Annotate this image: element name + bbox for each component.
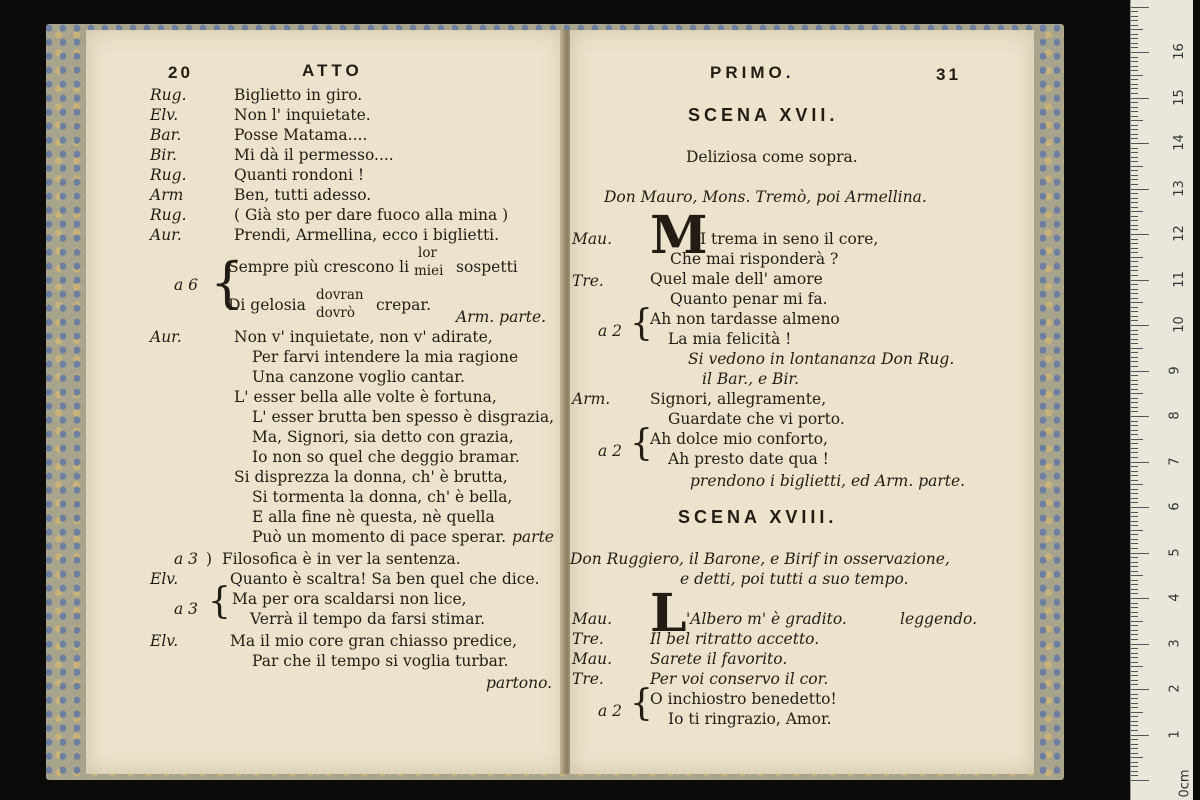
aria-line: E alla fine nè questa, nè quella: [252, 508, 495, 526]
ruler-tick: [1131, 525, 1138, 526]
ruler-tick: [1131, 448, 1138, 449]
scene-title: SCENA XVII.: [688, 105, 839, 125]
ruler-unit: 0cm: [1177, 769, 1193, 798]
ruler-tick: [1131, 530, 1143, 531]
aria-line: Ma, Signori, sia detto con grazia,: [252, 428, 514, 446]
ruler-tick: [1131, 475, 1138, 476]
ruler-tick: [1131, 466, 1138, 467]
speaker-label: Bar.: [150, 126, 182, 144]
ruler-tick: [1131, 771, 1138, 772]
ruler-number: 7: [1167, 456, 1183, 466]
dialogue-line: Quanti rondoni !: [234, 166, 365, 184]
ruler-tick: [1131, 725, 1138, 726]
ruler-tick: [1131, 266, 1138, 267]
ruler-tick: [1131, 252, 1138, 253]
ruler-number: 6: [1167, 502, 1183, 511]
running-head-left: ATTO: [302, 61, 363, 80]
ruler-tick: [1131, 698, 1138, 699]
brace-icon: {: [630, 423, 653, 464]
ruler-tick: [1131, 348, 1143, 349]
ruler-tick: [1131, 125, 1138, 126]
ruler-tick: [1131, 380, 1138, 381]
ruler-tick: [1131, 339, 1138, 340]
ruler-tick: [1131, 648, 1138, 649]
ruler-tick: [1131, 411, 1138, 412]
ruler-tick: [1131, 120, 1143, 121]
ruler-number: 9: [1167, 365, 1183, 375]
dialogue-line: Quanto penar mi fa.: [670, 290, 828, 308]
stage-direction: Si vedono in lontananza Don Rug.: [688, 350, 955, 368]
ensemble-line: O inchiostro benedetto!: [650, 690, 837, 708]
ruler-tick: [1131, 630, 1138, 631]
ruler-tick: [1131, 534, 1138, 535]
speaker-label: Tre.: [572, 272, 604, 290]
speaker-label: Aur.: [150, 226, 182, 244]
ruler-tick: [1131, 384, 1138, 385]
ruler-tick: [1131, 748, 1138, 749]
scene-characters: e detti, poi tutti a suo tempo.: [680, 570, 909, 588]
scene-characters: Don Ruggiero, il Barone, e Birif in osservazione,: [570, 550, 950, 568]
ruler-tick: [1131, 366, 1138, 367]
aria-line: Una canzone voglio cantar.: [252, 368, 465, 386]
scene-setting: Deliziosa come sopra.: [686, 148, 858, 166]
ruler-tick: [1131, 653, 1138, 654]
ruler-tick: [1131, 29, 1143, 30]
ruler-tick: [1131, 430, 1138, 431]
ruler-tick: [1131, 79, 1138, 80]
speaker-label: Aur.: [150, 328, 182, 346]
ruler-tick: [1131, 293, 1138, 294]
stage-direction: parte: [512, 528, 554, 546]
ruler-tick: [1131, 138, 1138, 139]
ruler-tick: [1131, 302, 1143, 303]
ruler-tick: [1131, 703, 1138, 704]
ruler-tick: [1131, 735, 1149, 736]
ruler-tick: [1131, 512, 1138, 513]
ruler-tick: [1131, 644, 1149, 645]
ruler-tick: [1131, 753, 1138, 754]
ensemble-line: Ah dolce mio conforto,: [650, 430, 828, 448]
ruler-tick: [1131, 548, 1138, 549]
ruler-tick: [1131, 489, 1138, 490]
ruler-tick: [1131, 47, 1138, 48]
speaker-label: Rug.: [150, 166, 187, 184]
ruler-tick: [1131, 211, 1143, 212]
aria-line: Si tormenta la donna, ch' è bella,: [252, 488, 513, 506]
ruler-tick: [1131, 612, 1138, 613]
ruler-tick: [1131, 730, 1138, 731]
ruler-tick: [1131, 307, 1138, 308]
brace-icon: {: [208, 581, 231, 622]
ensemble-line: Io ti ringrazio, Amor.: [668, 710, 832, 728]
drop-cap: M: [650, 205, 708, 266]
ruler-tick: [1131, 507, 1149, 508]
ruler-tick: [1131, 566, 1138, 567]
a6-line2-post: crepar.: [376, 296, 432, 314]
ruler-tick: [1131, 202, 1138, 203]
scene-title: SCENA XVIII.: [678, 507, 838, 527]
dialogue-line: 'Albero m' è gradito.: [686, 610, 847, 628]
dialogue-line: Prendi, Armellina, ecco i biglietti.: [234, 226, 500, 244]
a6-line1-top: lor: [418, 245, 437, 261]
right-page: [570, 30, 1034, 774]
ruler-tick: [1131, 616, 1138, 617]
ruler-tick: [1131, 11, 1138, 12]
ruler-tick: [1131, 152, 1138, 153]
ruler-tick: [1131, 375, 1138, 376]
ruler-tick: [1131, 198, 1138, 199]
aria-line: Non v' inquietate, non v' adirate,: [234, 328, 493, 346]
left-page: [86, 30, 564, 774]
ruler-tick: [1131, 25, 1138, 26]
ruler-tick: [1131, 502, 1138, 503]
ruler-tick: [1131, 16, 1138, 17]
ruler-tick: [1131, 739, 1138, 740]
ruler-tick: [1131, 84, 1138, 85]
a6-line1-pre: Sempre più crescono li: [228, 258, 410, 276]
ruler-number: 16: [1171, 43, 1187, 60]
ruler-tick: [1131, 261, 1138, 262]
ruler-number: 11: [1171, 270, 1187, 288]
ruler-tick: [1131, 61, 1138, 62]
dialogue-line: Non l' inquietate.: [234, 106, 371, 124]
ruler-tick: [1131, 553, 1149, 554]
ruler-tick: [1131, 193, 1138, 194]
aria-line: Per farvi intendere la mia ragione: [252, 348, 519, 366]
dialogue-line: Mi dà il permesso....: [234, 146, 394, 164]
ruler-tick: [1131, 707, 1138, 708]
ruler-tick: [1131, 539, 1138, 540]
ruler-tick: [1131, 343, 1138, 344]
ruler-tick: [1131, 220, 1138, 221]
ruler-tick: [1131, 416, 1149, 417]
ruler-number: 10: [1171, 316, 1187, 333]
brace-icon: {: [630, 683, 653, 724]
ruler-tick: [1131, 75, 1143, 76]
ensemble-label-a6: a 6: [174, 276, 199, 294]
speaker-label: Tre.: [572, 630, 604, 648]
page-number-left: 20: [168, 63, 193, 82]
ruler-tick: [1131, 689, 1149, 690]
ruler-tick: [1131, 744, 1138, 745]
ruler-number: 15: [1171, 88, 1187, 106]
ruler-tick: [1131, 684, 1138, 685]
ruler-tick: [1131, 234, 1149, 235]
ruler-tick: [1131, 439, 1143, 440]
aria-line: Può un momento di pace sperar.: [252, 528, 507, 546]
stage-direction: partono.: [486, 674, 553, 692]
a6-line1-bottom: miei: [414, 263, 444, 279]
ruler-tick: [1131, 593, 1138, 594]
ruler-tick: [1131, 239, 1138, 240]
ruler-tick: [1131, 20, 1138, 21]
speaker-label: Elv.: [150, 106, 179, 124]
ruler-tick: [1131, 357, 1138, 358]
ruler-tick: [1131, 421, 1138, 422]
ruler-tick: [1131, 157, 1138, 158]
ensemble-line: Filosofica è in ver la sentenza.: [222, 550, 461, 568]
speaker-label: Arm: [150, 186, 184, 204]
ensemble-line: Ma per ora scaldarsi non lice,: [232, 590, 467, 608]
ruler-tick: [1131, 7, 1149, 8]
ruler-tick: [1131, 225, 1138, 226]
dialogue-line: Ma il mio core gran chiasso predice,: [230, 632, 517, 650]
ruler-tick: [1131, 207, 1138, 208]
ruler-tick: [1131, 598, 1149, 599]
ruler-tick: [1131, 484, 1143, 485]
dialogue-line: Per voi conservo il cor.: [650, 670, 829, 688]
ruler-tick: [1131, 66, 1138, 67]
ruler-tick: [1131, 334, 1138, 335]
ruler-tick: [1131, 316, 1138, 317]
ruler-tick: [1131, 621, 1143, 622]
ruler-tick: [1131, 521, 1138, 522]
ruler-tick: [1131, 625, 1138, 626]
ruler-tick: [1131, 462, 1149, 463]
ruler-tick: [1131, 571, 1138, 572]
brace-icon: {: [210, 251, 245, 314]
ruler-tick: [1131, 107, 1138, 108]
aria-line: Si disprezza la donna, ch' è brutta,: [234, 468, 508, 486]
dialogue-line: Che mai risponderà ?: [670, 250, 839, 268]
ruler-tick: [1131, 352, 1138, 353]
aria-line: L' esser brutta ben spesso è disgrazia,: [252, 408, 555, 426]
ruler-tick: [1131, 175, 1138, 176]
dialogue-line: ( Già sto per dare fuoco alla mina ): [234, 206, 509, 224]
ruler-tick: [1131, 634, 1138, 635]
ruler-number: 12: [1171, 225, 1187, 242]
ruler-tick: [1131, 762, 1138, 763]
ruler-tick: [1131, 675, 1138, 676]
ruler-number: 14: [1171, 134, 1187, 151]
ruler-tick: [1131, 639, 1138, 640]
ruler-tick: [1131, 229, 1138, 230]
dialogue-line: I trema in seno il core,: [700, 230, 879, 248]
speaker-label: Mau.: [572, 610, 613, 628]
a6-line2-top: dovran: [316, 287, 364, 303]
ruler-tick: [1131, 493, 1138, 494]
brace-icon: {: [630, 303, 653, 344]
ruler-tick: [1131, 93, 1138, 94]
ruler-tick: [1131, 716, 1138, 717]
speaker-label: Bir.: [150, 146, 177, 164]
ruler-tick: [1131, 371, 1149, 372]
ruler-tick: [1131, 480, 1138, 481]
ruler-tick: [1131, 70, 1138, 71]
ensemble-line: Ah non tardasse almeno: [650, 310, 840, 328]
a6-line1-post: sospetti: [456, 258, 518, 276]
ruler-number: 13: [1171, 179, 1187, 197]
ensemble-label-a2: a 2: [598, 322, 623, 340]
ruler-tick: [1131, 721, 1138, 722]
ruler-tick: [1131, 398, 1138, 399]
ensemble-label-a3: a 3: [174, 600, 199, 618]
ruler-tick: [1131, 325, 1149, 326]
ruler-tick: [1131, 407, 1138, 408]
ruler-tick: [1131, 607, 1138, 608]
dialogue-line: Biglietto in giro.: [234, 86, 363, 104]
ruler-tick: [1131, 248, 1138, 249]
ruler-tick: [1131, 457, 1138, 458]
ruler-tick: [1131, 543, 1138, 544]
ruler-tick: [1131, 143, 1149, 144]
ruler-tick: [1131, 434, 1138, 435]
ruler-tick: [1131, 275, 1138, 276]
speaker-label: Arm.: [572, 390, 611, 408]
ensemble-line: La mia felicità !: [668, 330, 792, 348]
ruler-tick: [1131, 311, 1138, 312]
ruler-tick: [1131, 657, 1138, 658]
ruler-number: 5: [1167, 547, 1183, 557]
ruler-tick: [1131, 170, 1138, 171]
ruler-tick: [1131, 775, 1138, 776]
stage-direction: leggendo.: [900, 610, 978, 628]
ruler-tick: [1131, 289, 1138, 290]
ruler-tick: [1131, 393, 1143, 394]
ruler-tick: [1131, 757, 1143, 758]
dialogue-line: Guardate che vi porto.: [668, 410, 845, 428]
ruler-tick: [1131, 575, 1143, 576]
ruler-tick: [1131, 43, 1138, 44]
dialogue-line: Par che il tempo si voglia turbar.: [252, 652, 509, 670]
ruler-tick: [1131, 257, 1143, 258]
ruler-tick: [1131, 116, 1138, 117]
dialogue-line: Sarete il favorito.: [650, 650, 788, 668]
ruler-tick: [1131, 148, 1138, 149]
ruler-tick: [1131, 671, 1138, 672]
ruler-tick: [1131, 52, 1149, 53]
ensemble-line: Ah presto date qua !: [668, 450, 829, 468]
ruler-tick: [1131, 179, 1138, 180]
ruler-tick: [1131, 243, 1138, 244]
dialogue-line: Ben, tutti adesso.: [234, 186, 372, 204]
ruler-tick: [1131, 402, 1138, 403]
ruler-tick: [1131, 516, 1138, 517]
ruler-tick: [1131, 584, 1138, 585]
ruler-tick: [1131, 216, 1138, 217]
ruler-tick: [1131, 666, 1143, 667]
ruler-tick: [1131, 603, 1138, 604]
dialogue-line: Quel male dell' amore: [650, 270, 823, 288]
ruler-tick: [1131, 389, 1138, 390]
speaker-label: Mau.: [572, 230, 613, 248]
ruler-tick: [1131, 471, 1138, 472]
speaker-label: Elv.: [150, 632, 179, 650]
running-head-right: PRIMO.: [710, 63, 795, 82]
ruler-tick: [1131, 284, 1138, 285]
ruler-tick: [1131, 425, 1138, 426]
ensemble-label-a2: a 2: [598, 442, 623, 460]
scene-characters: Don Mauro, Mons. Tremò, poi Armellina.: [604, 188, 927, 206]
speaker-label: Mau.: [572, 650, 613, 668]
ruler-tick: [1131, 589, 1138, 590]
ruler-tick: [1131, 102, 1138, 103]
ruler-tick: [1131, 280, 1149, 281]
aria-line: Io non so quel che deggio bramar.: [252, 448, 520, 466]
ruler-tick: [1131, 562, 1138, 563]
a6-line2-pre: Di gelosia: [228, 296, 306, 314]
ruler-number: 2: [1167, 684, 1183, 693]
ruler-tick: [1131, 580, 1138, 581]
speaker-label: Rug.: [150, 86, 187, 104]
a6-line2-bottom: dovrò: [316, 305, 355, 321]
dialogue-line: Signori, allegramente,: [650, 390, 827, 408]
ruler-tick: [1131, 34, 1138, 35]
ensemble-line: Verrà il tempo da farsi stimar.: [250, 610, 486, 628]
ruler-tick: [1131, 680, 1138, 681]
stage-direction: Arm. parte.: [456, 308, 547, 326]
ruler-tick: [1131, 98, 1149, 99]
measuring-ruler: [1130, 0, 1193, 800]
ensemble-label-a3: a 3: [174, 550, 199, 568]
drop-cap: L: [650, 583, 687, 644]
ruler-tick: [1131, 780, 1149, 781]
ensemble-label-a2: a 2: [598, 702, 623, 720]
speaker-label: Elv.: [150, 570, 179, 588]
ruler-tick: [1131, 129, 1138, 130]
ruler-tick: [1131, 161, 1138, 162]
ruler-tick: [1131, 443, 1138, 444]
ruler-tick: [1131, 361, 1138, 362]
ruler-tick: [1131, 557, 1138, 558]
ruler-tick: [1131, 57, 1138, 58]
ruler-tick: [1131, 452, 1138, 453]
stage-direction: prendono i biglietti, ed Arm. parte.: [690, 472, 966, 490]
stage-direction: il Bar., e Bir.: [702, 370, 800, 388]
ruler-tick: [1131, 88, 1138, 89]
paren-icon: ): [206, 550, 213, 568]
dialogue-line: Quanto è scaltra! Sa ben quel che dice.: [230, 570, 540, 588]
ruler-tick: [1131, 766, 1138, 767]
ruler-tick: [1131, 270, 1138, 271]
speaker-label: Rug.: [150, 206, 187, 224]
ruler-number: 3: [1167, 638, 1183, 648]
ruler-tick: [1131, 712, 1143, 713]
page-number-right: 31: [936, 65, 961, 84]
ruler-tick: [1131, 189, 1149, 190]
aria-line: L' esser bella alle volte è fortuna,: [234, 388, 497, 406]
ruler-tick: [1131, 166, 1143, 167]
dialogue-line: Posse Matama....: [234, 126, 368, 144]
ruler-tick: [1131, 298, 1138, 299]
ruler-number: 1: [1167, 729, 1183, 739]
dialogue-line: Il bel ritratto accetto.: [650, 630, 820, 648]
ruler-tick: [1131, 134, 1138, 135]
ruler-tick: [1131, 184, 1138, 185]
ruler-tick: [1131, 662, 1138, 663]
speaker-label: Tre.: [572, 670, 604, 688]
ruler-tick: [1131, 320, 1138, 321]
ruler-number: 8: [1167, 411, 1183, 420]
ruler-tick: [1131, 694, 1138, 695]
ruler-tick: [1131, 111, 1138, 112]
ruler-tick: [1131, 498, 1138, 499]
ruler-tick: [1131, 38, 1138, 39]
ruler-number: 4: [1167, 593, 1183, 602]
ruler-tick: [1131, 330, 1138, 331]
